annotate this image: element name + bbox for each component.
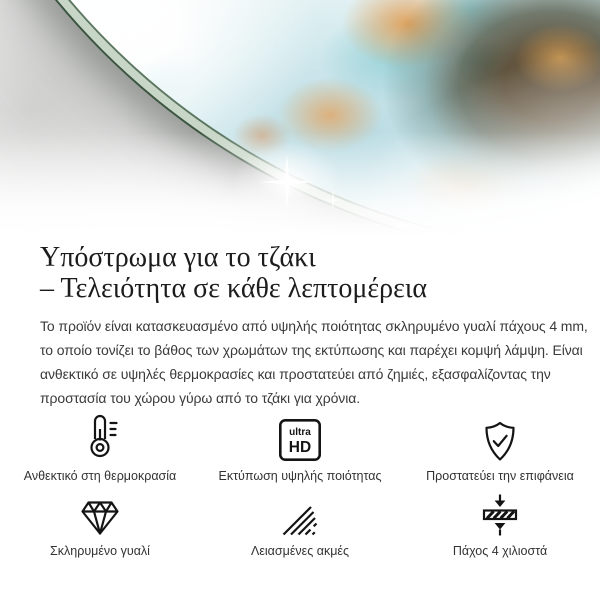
feature-ultra-hd-print: [200, 412, 400, 483]
feature-label: Προστατεύει την επιφάνεια: [426, 469, 574, 483]
feature-label: Σκληρυμένο γυαλί: [50, 544, 150, 558]
page-title-line1: Υπόστρωμα για το τζάκι: [40, 242, 316, 273]
feature-label: Πάχος 4 χιλιοστά: [452, 544, 548, 558]
svg-text:HD: HD: [288, 439, 312, 456]
ultra-hd-icon: [278, 418, 322, 462]
description-line: Το προϊόν είναι κατασκευασμένο από υψηλής ποιότητας σκληρυμένο γυαλί πάχους 4 mm,: [40, 318, 588, 334]
feature-label: Ανθεκτικό στη θερμοκρασία: [23, 469, 177, 483]
diamond-icon: [80, 500, 120, 537]
thermometer-icon: [82, 414, 118, 462]
feature-label: Εκτύπωση υψηλής ποιότητας: [218, 469, 382, 483]
glass-edge-bevel: [0, 0, 600, 236]
page-title-line2: – Τελειότητα σε κάθε λεπτομέρεια: [40, 273, 428, 304]
feature-thickness: [400, 487, 600, 558]
feature-surface-protection: [400, 412, 600, 483]
description-line: το οποίο τονίζει το βάθος των χρωμάτων της εκτύπωσης και παρέχει κομψή λάμψη. Είναι: [40, 342, 583, 358]
feature-label: Λειασμένες ακμές: [250, 544, 349, 558]
polished-edges-icon: [281, 502, 319, 537]
product-description: [40, 314, 588, 410]
feature-temperature: [0, 412, 200, 483]
page-title: [40, 242, 560, 304]
shield-check-icon: [480, 420, 520, 462]
thickness-icon: [480, 493, 520, 537]
feature-polished-edges: [200, 487, 400, 558]
feature-tempered-glass: [0, 487, 200, 558]
description-line: ανθεκτικό σε υψηλές θερμοκρασίες και προστατεύει από ζημιές, εξασφαλίζοντας την: [40, 366, 551, 382]
description-line: προστασία του χώρου γύρω από το τζάκι για χρόνια.: [40, 390, 360, 406]
feature-grid: [0, 412, 600, 558]
product-photo: [0, 0, 600, 236]
svg-text:ultra: ultra: [289, 427, 311, 438]
